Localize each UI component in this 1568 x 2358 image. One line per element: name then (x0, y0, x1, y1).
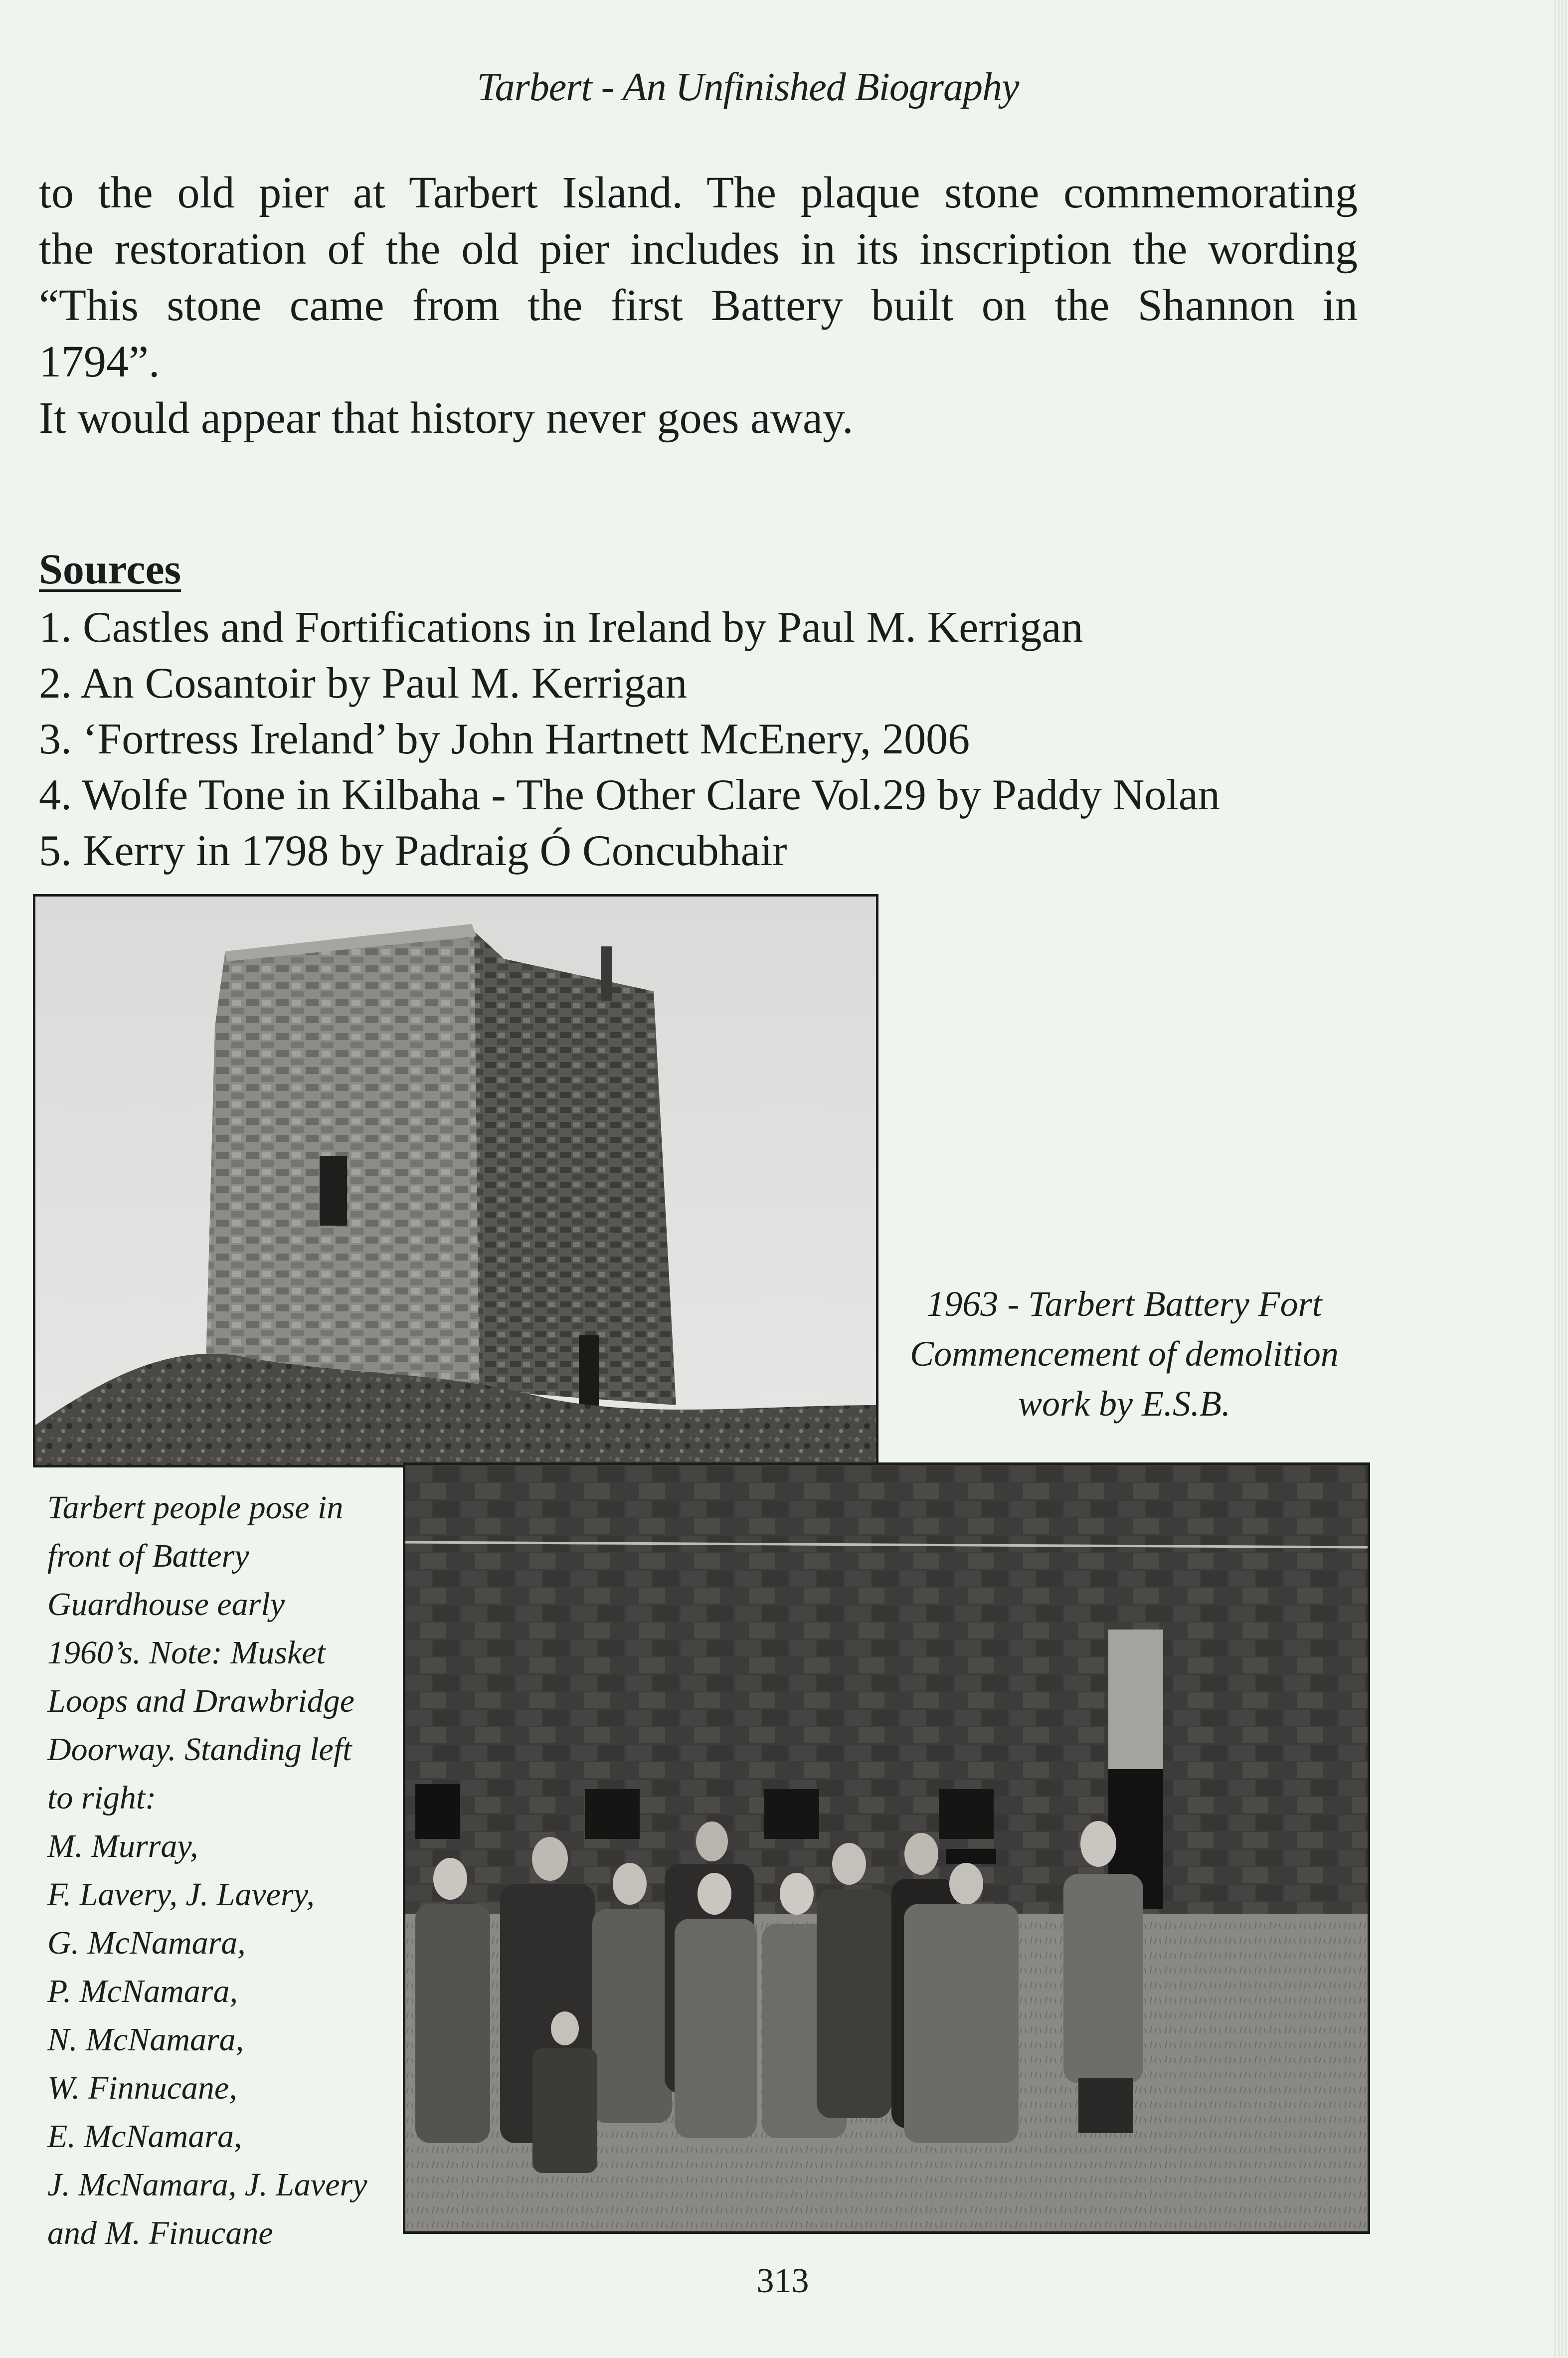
caption-line: P. McNamara, (47, 1973, 238, 2009)
caption-line: to right: (47, 1780, 157, 1816)
source-item: 5. Kerry in 1798 by Padraig Ó Concubhair (39, 827, 787, 875)
group-photo-image (405, 1465, 1368, 2231)
caption-line: front of Battery (47, 1538, 249, 1574)
caption-line: and M. Finucane (47, 2215, 273, 2251)
source-item: 2. An Cosantoir by Paul M. Kerrigan (39, 659, 688, 708)
caption-line: M. Murray, (47, 1828, 198, 1864)
caption-line: Tarbert people pose in (47, 1489, 344, 1526)
caption-line: Doorway. Standing left (47, 1731, 352, 1768)
sources-heading: Sources (39, 545, 181, 593)
group-photo (403, 1462, 1370, 2234)
caption-line: G. McNamara, (47, 1925, 246, 1961)
caption-line: E. McNamara, (47, 2118, 242, 2155)
caption-line: F. Lavery, J. Lavery, (47, 1876, 315, 1913)
caption-line: 1960’s. Note: Musket (47, 1634, 326, 1671)
closing-sentence: It would appear that history never goes away. (39, 393, 854, 443)
sources-list (39, 600, 1358, 879)
caption-line: Loops and Drawbridge (47, 1683, 355, 1719)
body-line: 1794”. (39, 337, 160, 386)
group-photo-caption (47, 1483, 396, 2257)
fort-photo (33, 894, 878, 1467)
fort-photo-image (35, 897, 876, 1465)
caption-line: Guardhouse early (47, 1586, 285, 1623)
caption-line: work by E.S.B. (1018, 1384, 1230, 1424)
page-number: 313 (756, 2262, 809, 2300)
source-item: 4. Wolfe Tone in Kilbaha - The Other Clare Vol.29 by Paddy Nolan (39, 771, 1220, 819)
caption-line: 1963 - Tarbert Battery Fort (926, 1284, 1322, 1324)
caption-line: N. McNamara, (47, 2021, 244, 2058)
body-line: the restoration of the old pier includes in its inscription the wording (39, 224, 1358, 274)
caption-line: J. McNamara, J. Lavery (47, 2167, 367, 2203)
fort-photo-caption (882, 1279, 1366, 1429)
body-text (39, 165, 1358, 446)
caption-line: Commencement of demolition (910, 1334, 1339, 1374)
page-edge-strip (1554, 0, 1568, 2358)
source-item: 1. Castles and Fortifications in Ireland by Paul M. Kerrigan (39, 603, 1083, 652)
sources-section (39, 541, 1358, 879)
caption-line: W. Finnucane, (47, 2070, 237, 2106)
body-line: “This stone came from the first Battery built on the Shannon in (39, 281, 1358, 330)
source-item: 3. ‘Fortress Ireland’ by John Hartnett McEnery, 2006 (39, 715, 970, 763)
body-line: to the old pier at Tarbert Island. The plaque stone commemorating (39, 168, 1358, 217)
running-head: Tarbert - An Unfinished Biography (477, 65, 1019, 109)
